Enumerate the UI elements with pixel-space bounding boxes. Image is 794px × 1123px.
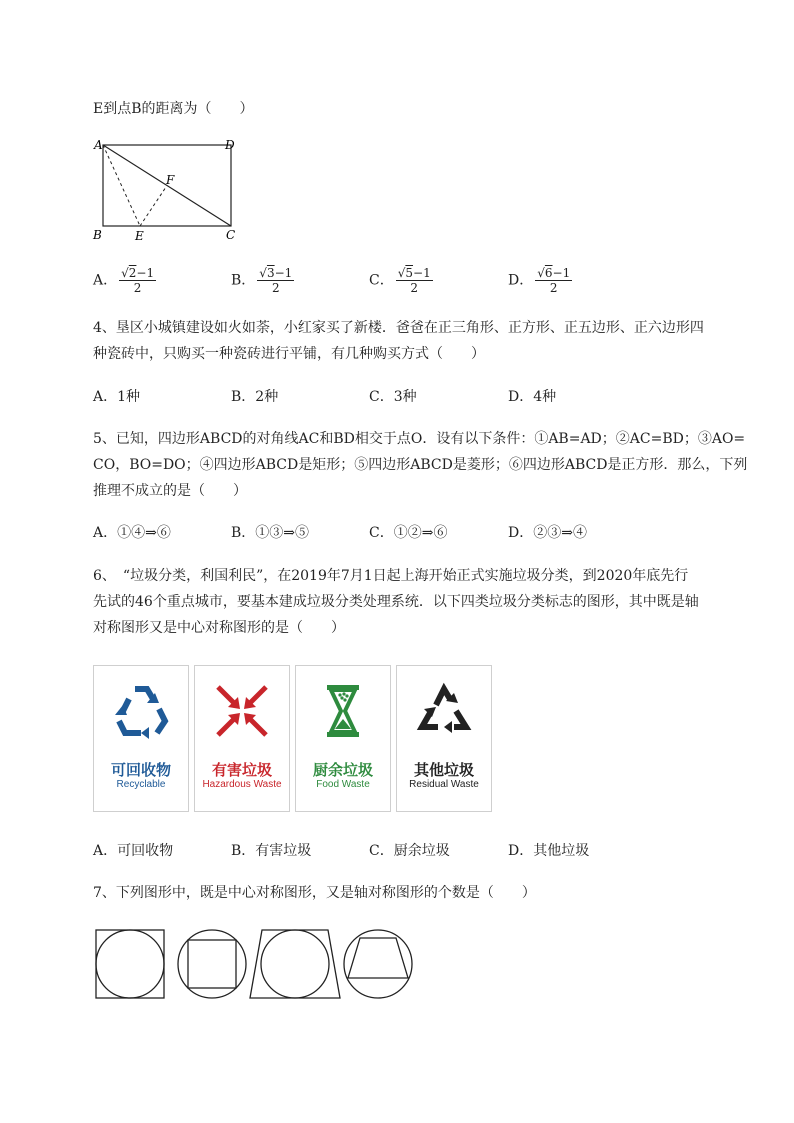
q6-line-3: 对称图形又是中心对称图形的是（ ） [93, 620, 345, 636]
q7-figures [92, 926, 422, 1006]
recycle-arrows-icon [414, 681, 474, 741]
recycle-arrows-icon [111, 681, 171, 741]
q3-option-b[interactable]: B． $\frac{√3-1}{2}$ [231, 266, 293, 295]
q4-line-2: 种瓷砖中，只购买一种瓷砖进行平铺，有几种购买方式（ ） [93, 346, 485, 362]
circle-with-trapezoid-figure [344, 930, 412, 998]
card-recyclable [93, 665, 189, 812]
rectangle-figure [88, 133, 248, 245]
trapezoid-with-circle-figure [250, 930, 340, 998]
q5-line-3: 推理不成立的是（ ） [93, 483, 247, 499]
card-recyclable-en: Recyclable [116, 779, 166, 790]
card-hazardous-en: Hazardous Waste [202, 779, 282, 790]
q5-option-c[interactable]: C．①②⇒⑥ [369, 525, 448, 541]
card-residual-en: Residual Waste [409, 779, 479, 790]
q7-stem: 7、下列图形中，既是中心对称图形，又是轴对称图形的个数是（ ） [93, 885, 536, 901]
card-residual-cn: 其他垃圾 [413, 761, 474, 779]
q5-option-b[interactable]: B．①③⇒⑤ [231, 525, 310, 541]
q5-option-d[interactable]: D．②③⇒④ [508, 525, 587, 541]
card-residual-waste [396, 665, 492, 812]
q5-option-a[interactable]: A．①④⇒⑥ [93, 525, 171, 541]
q5-line-2: CO，BO=DO；④四边形ABCD是矩形；⑤四边形ABCD是菱形；⑥四边形ABCD是正方形．那么，下列 [93, 457, 748, 473]
hazard-arrows-icon [212, 681, 272, 741]
label-D: D [225, 138, 235, 152]
q3-stem: E到点B的距离为（ ） [93, 101, 254, 117]
q3-option-d[interactable]: D． $\frac{√6-1}{2}$ [508, 266, 571, 295]
q4-option-a[interactable]: A．1种 [93, 389, 141, 405]
q6-option-d[interactable]: D．其他垃圾 [508, 843, 590, 859]
q3-option-a[interactable]: A． $\frac{√2-1}{2}$ [93, 266, 155, 295]
label-F: F [166, 173, 175, 187]
q6-option-c[interactable]: C．厨余垃圾 [369, 843, 450, 859]
hourglass-icon [313, 681, 373, 741]
card-hazardous-cn: 有害垃圾 [211, 761, 272, 779]
label-C: C [226, 228, 236, 242]
card-recyclable-cn: 可回收物 [110, 761, 171, 779]
q5-line-1: 5、已知，四边形ABCD的对角线AC和BD相交于点O．设有以下条件：①AB=AD；②AC=BD；③AO= [93, 431, 746, 447]
q4-line-1: 4、垦区小城镇建设如火如荼，小红家买了新楼．爸爸在正三角形、正方形、正五边形、正六边形四 [93, 320, 704, 336]
q6-line-2: 先试的46个重点城市，要基本建成垃圾分类处理系统．以下四类垃圾分类标志的图形，其中既是轴 [93, 594, 699, 610]
card-food-waste [295, 665, 391, 812]
card-hazardous [194, 665, 290, 812]
q6-option-a[interactable]: A．可回收物 [93, 843, 174, 859]
q3-option-c[interactable]: C． $\frac{√5-1}{2}$ [369, 266, 431, 295]
q6-line-1: 6、 “垃圾分类，利国利民”，在2019年7月1日起上海开始正式实施垃圾分类，到2020年底先行 [93, 568, 689, 584]
card-food-waste-cn: 厨余垃圾 [312, 761, 373, 779]
q6-option-b[interactable]: B．有害垃圾 [231, 843, 312, 859]
card-food-waste-en: Food Waste [316, 779, 370, 790]
q4-option-b[interactable]: B．2种 [231, 389, 279, 405]
label-A: A [94, 138, 103, 152]
label-B: B [93, 228, 102, 242]
label-E: E [135, 229, 144, 243]
q4-option-d[interactable]: D．4种 [508, 389, 557, 405]
q4-option-c[interactable]: C．3种 [369, 389, 417, 405]
